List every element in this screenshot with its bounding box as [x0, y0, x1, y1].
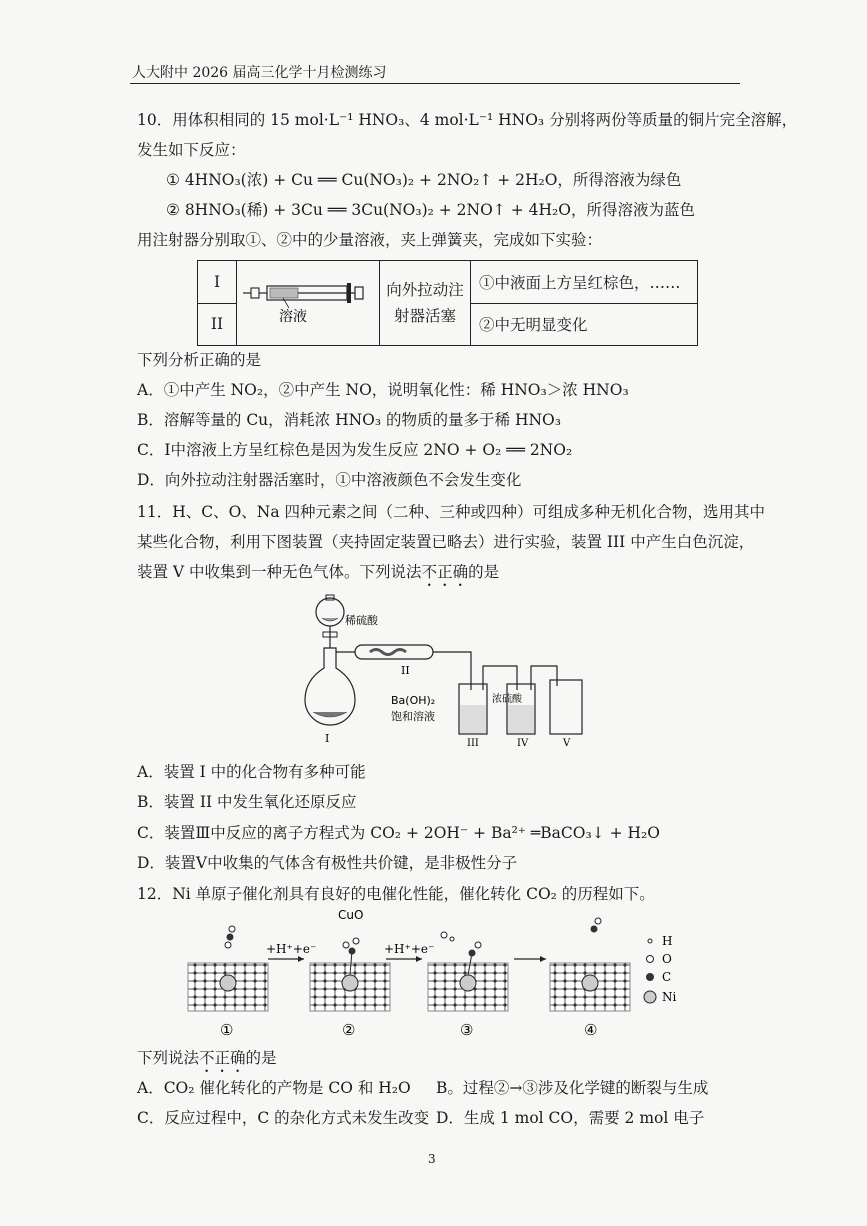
q10-stem-line1: 10．用体积相同的 15 mol·L⁻¹ HNO₃、4 mol·L⁻¹ HNO₃ 分别将两份等质量的铜片完全溶解， — [137, 111, 798, 129]
q11-option-d[interactable]: D．装置Ⅴ中收集的气体含有极性共价键，是非极性分子 — [137, 854, 518, 872]
baoh2-label-1: Ba(OH)₂ — [391, 694, 436, 707]
row-label-1: I — [198, 261, 237, 304]
q12-option-b[interactable]: B。过程②→③涉及化学键的断裂与生成 — [436, 1079, 709, 1097]
step-label-1: +H⁺+e⁻ — [266, 942, 317, 956]
legend-ni: Ni — [662, 990, 677, 1004]
q10-option-a[interactable]: A．①中产生 NO₂，②中产生 NO，说明氧化性：稀 HNO₃＞浓 HNO₃ — [137, 381, 629, 399]
header-rule — [130, 83, 740, 84]
syringe-figure-cell — [237, 261, 380, 346]
q12-option-d[interactable]: D．生成 1 mol CO，需要 2 mol 电子 — [436, 1109, 705, 1127]
q10-option-d[interactable]: D．向外拉动注射器活塞时，①中溶液颜色不会发生变化 — [137, 471, 522, 489]
syringe-caption: 溶液 — [279, 309, 307, 325]
q10-option-b[interactable]: B．溶解等量的 Cu，消耗浓 HNO₃ 的物质的量多于稀 HNO₃ — [137, 411, 561, 429]
baoh2-label-2: 饱和溶液 — [391, 710, 435, 723]
legend-c: C — [662, 970, 672, 984]
row-label-2: II — [198, 303, 237, 346]
stage-label-2: ② — [342, 1021, 356, 1039]
operation-line-1: 向外拉动注 — [386, 281, 464, 299]
label-V: V — [563, 738, 571, 749]
q12-option-c[interactable]: C．反应过程中，C 的杂化方式未发生改变 — [137, 1109, 430, 1127]
label-I: I — [325, 732, 330, 745]
q10-equation-1: ① 4HNO₃(浓) + Cu ══ Cu(NO₃)₂ + 2NO₂↑ + 2H₂O，所得溶液为绿色 — [166, 171, 682, 189]
stage-1 — [188, 926, 268, 1039]
operation-cell — [380, 261, 471, 346]
q10-ask: 下列分析正确的是 — [137, 351, 262, 369]
legend-o: O — [662, 952, 672, 966]
acid-label: 稀硫酸 — [345, 614, 378, 627]
q11-apparatus-figure — [295, 590, 595, 752]
stage-label-1: ① — [220, 1021, 234, 1039]
q11-option-c[interactable]: C．装置Ⅲ中反应的离子方程式为 CO₂ + 2OH⁻ + Ba²⁺ ═BaCO₃↓ + H₂O — [137, 824, 660, 842]
legend-h: H — [662, 934, 673, 948]
atom-legend — [644, 934, 677, 1004]
q10-equation-2: ② 8HNO₃(稀) + 3Cu ══ 3Cu(NO₃)₂ + 2NO↑ + 4H₂O，所得溶液为蓝色 — [166, 201, 695, 219]
stage-2 — [310, 908, 390, 1039]
q12-stem: 12．Ni 单原子催化剂具有良好的电催化性能，催化转化 CO₂ 的历程如下。 — [137, 885, 655, 903]
label-IV: IV — [517, 738, 529, 749]
q11-stem-line1: 11．H、C、O、Na 四种元素之间（二种、三种或四种）可组成多种无机化合物，选用其中 — [137, 503, 766, 521]
label-II: II — [401, 664, 410, 677]
q11-stem3-post: 的是 — [468, 563, 500, 581]
stage-3 — [428, 932, 508, 1039]
label-III: III — [467, 738, 479, 749]
q12-ask-pre: 下列说法 — [137, 1049, 200, 1067]
q11-stem3-emphasis: 不正确 — [421, 563, 469, 581]
cuo-label: CuO — [338, 908, 364, 922]
q11-stem3-pre: 装置 V 中收集到一种无色气体。下列说法 — [137, 563, 422, 581]
q10-option-c[interactable]: C．Ⅰ中溶液上方呈红棕色是因为发生反应 2NO + O₂ ══ 2NO₂ — [137, 441, 573, 459]
stage-4 — [550, 918, 630, 1039]
q12-option-a[interactable]: A．CO₂ 催化转化的产物是 CO 和 H₂O — [137, 1079, 411, 1097]
q11-option-a[interactable]: A．装置 I 中的化合物有多种可能 — [137, 763, 366, 781]
result-2: ②中无明显变化 — [471, 303, 698, 346]
step-label-2: +H⁺+e⁻ — [384, 942, 435, 956]
q10-experiment-table — [197, 260, 698, 346]
q12-ask — [137, 1048, 277, 1076]
result-1: ①中液面上方呈红棕色，…… — [471, 261, 698, 304]
q11-stem-line2: 某些化合物，利用下图装置（夹持固定装置已略去）进行实验，装置 III 中产生白色沉淀， — [137, 533, 755, 551]
syringe-figure — [237, 261, 379, 345]
q12-ask-post: 的是 — [245, 1049, 277, 1067]
stage-label-4: ④ — [584, 1021, 598, 1039]
conc-acid-label: 浓硫酸 — [492, 694, 522, 705]
page-header: 人大附中 2026 届高三化学十月检测练习 — [132, 65, 387, 81]
q11-option-b[interactable]: B．装置 II 中发生氧化还原反应 — [137, 793, 357, 811]
operation-line-2: 射器活塞 — [393, 307, 456, 325]
stage-label-3: ③ — [460, 1021, 474, 1039]
q12-mechanism-figure — [180, 905, 700, 1045]
page-number: 3 — [428, 1152, 436, 1166]
q10-stem-line2: 发生如下反应： — [137, 141, 246, 159]
q12-ask-emphasis: 不正确 — [199, 1049, 246, 1067]
q10-stem-line3: 用注射器分别取①、②中的少量溶液，夹上弹簧夹，完成如下实验： — [137, 231, 603, 249]
q11-stem-line3 — [137, 562, 499, 590]
